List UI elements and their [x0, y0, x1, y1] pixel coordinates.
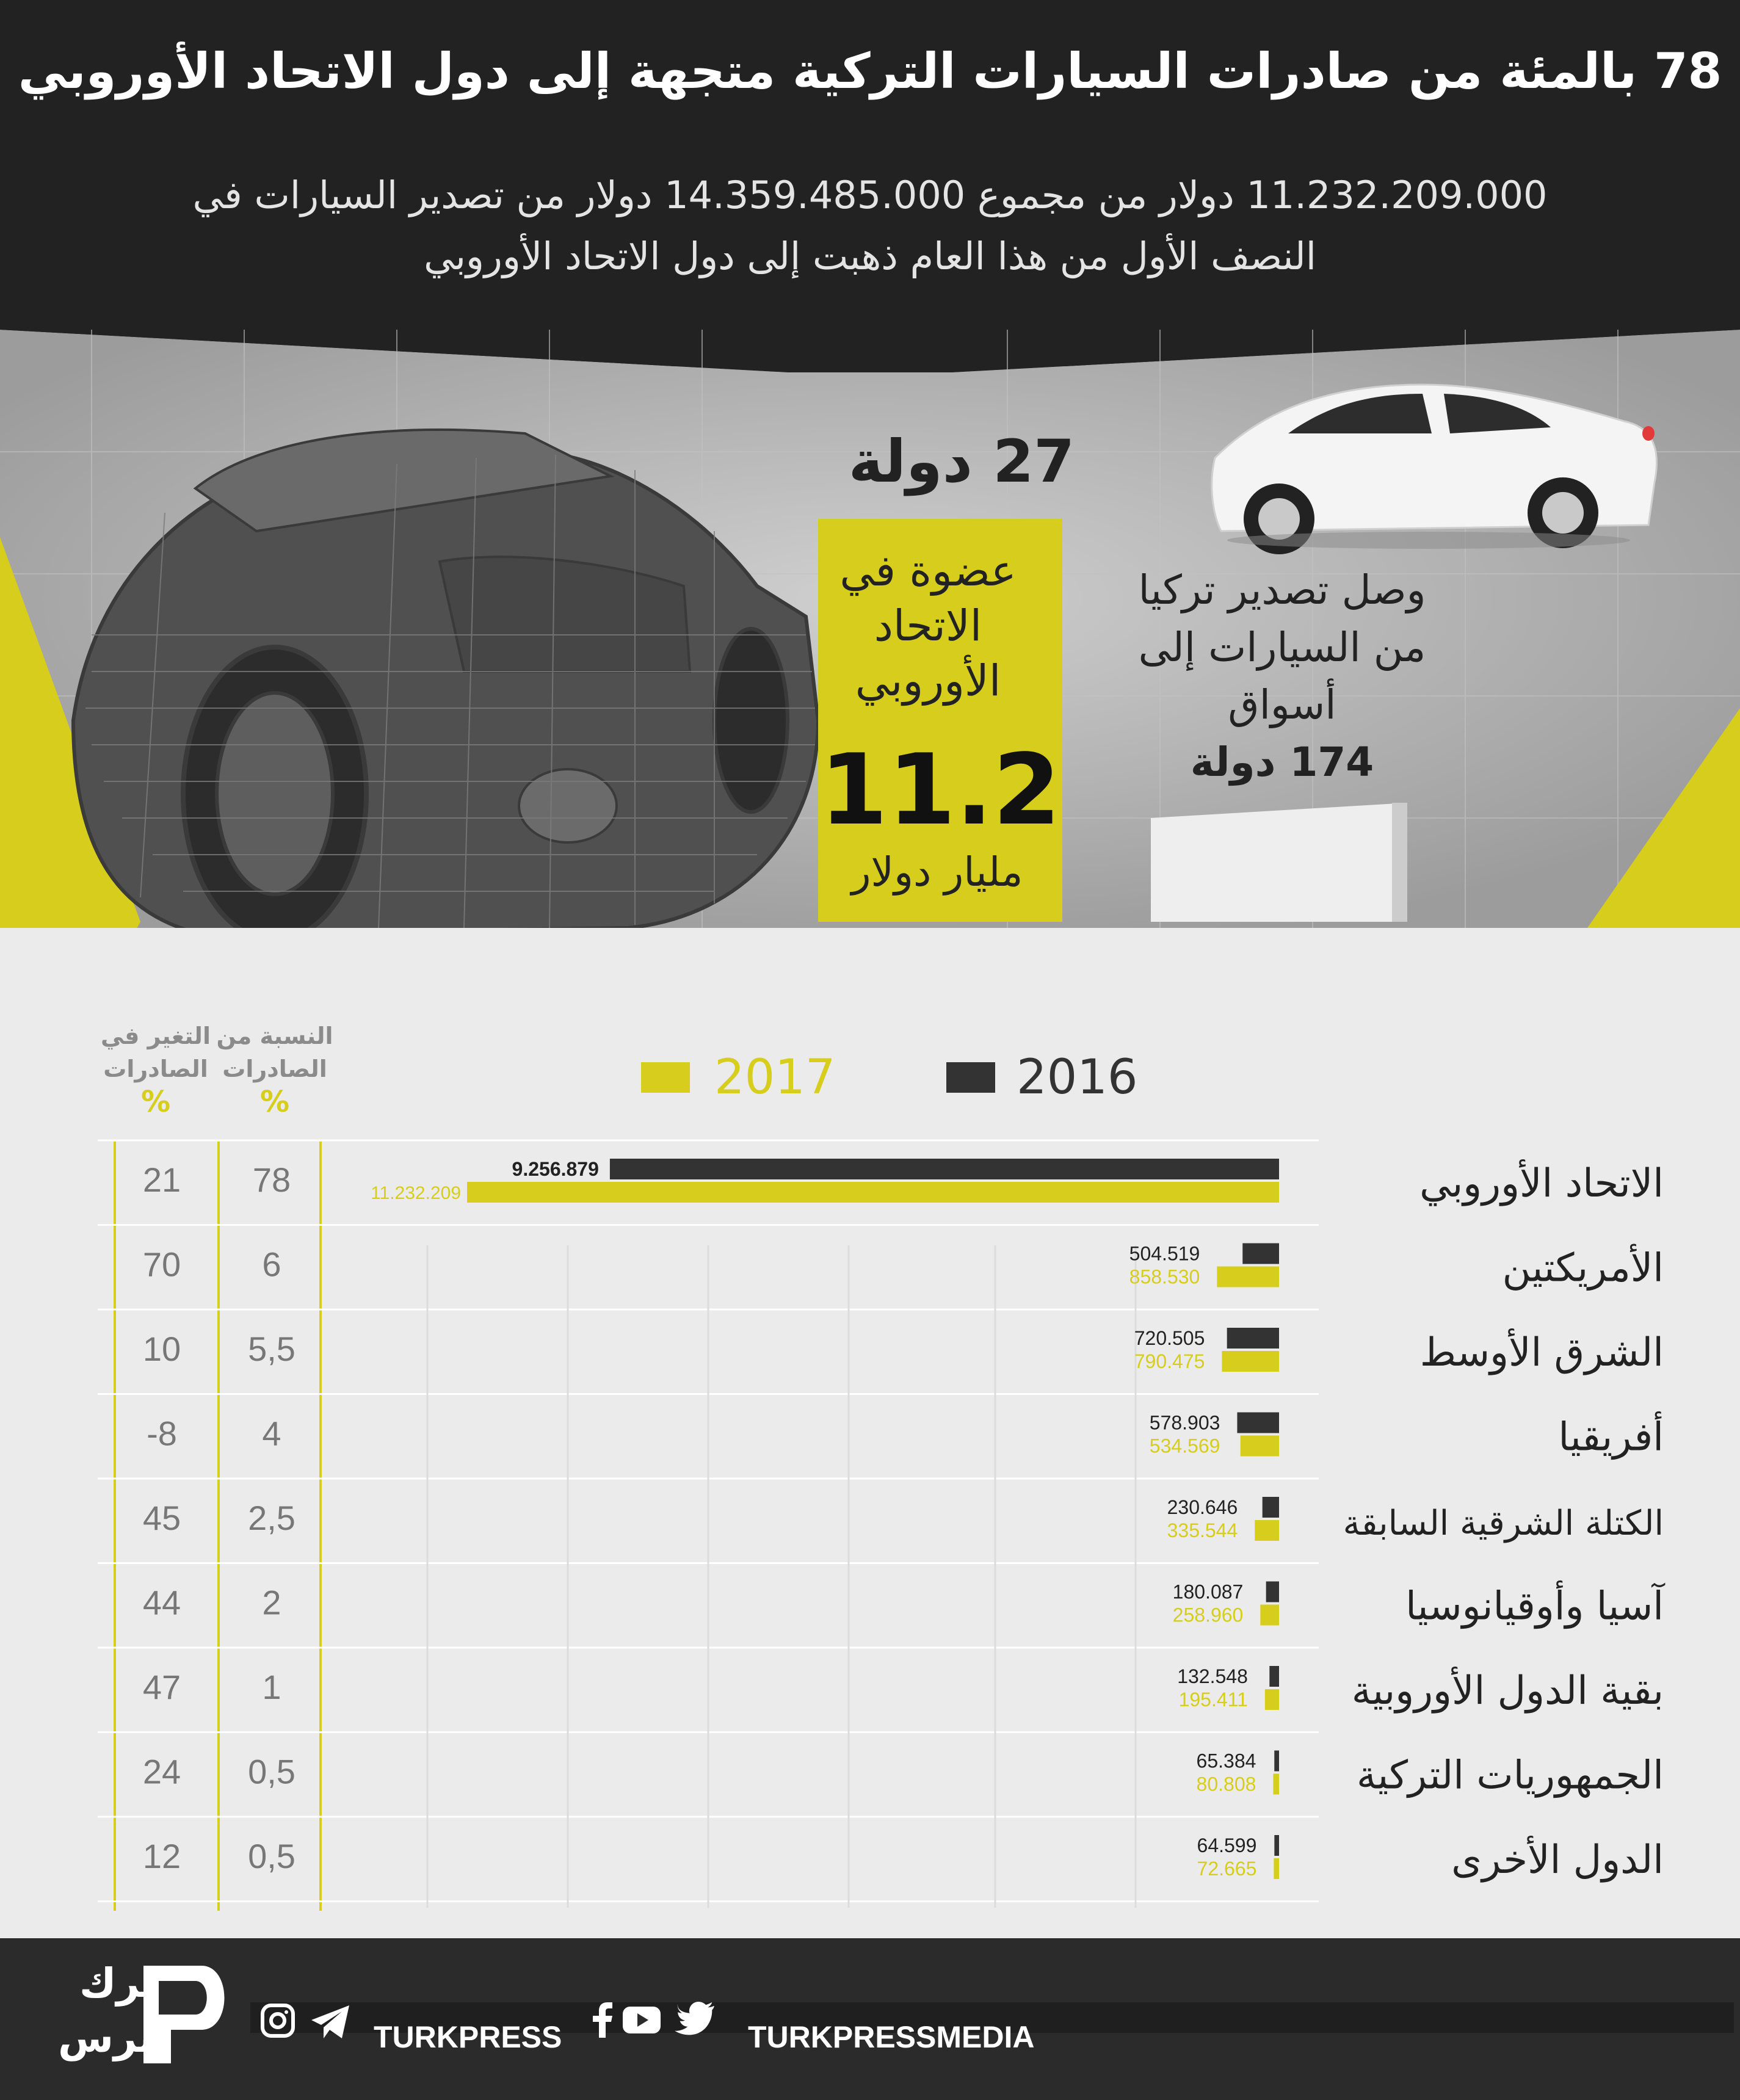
value-label-2017: 335.544: [1167, 1519, 1238, 1541]
page-subtitle: 11.232.209.000 دولار من مجموع 14.359.485.000 دولار من تصدير السيارات في النصف الأول من هذا العام ذهبت إلى دول الاتحاد الأوروبي: [192, 173, 1548, 278]
bar-2016: [1274, 1835, 1279, 1856]
share-pct-cell: 4: [262, 1414, 281, 1453]
value-label-2016: 64.599: [1197, 1834, 1257, 1856]
category-label: الاتحاد الأوروبي: [1419, 1161, 1664, 1206]
value-label-2016: 230.646: [1167, 1496, 1238, 1518]
category-label: الكتلة الشرقية السابقة: [1343, 1504, 1664, 1543]
eu-membership-label: عضوة في الاتحاد الأوروبي: [839, 546, 1017, 706]
value-label-2017: 72.665: [1197, 1858, 1257, 1880]
category-label: الأمريكتين: [1502, 1245, 1664, 1291]
change-pct-cell: 12: [142, 1837, 181, 1875]
reach-count: 174 دولة: [1190, 739, 1374, 786]
legend-label-2016: 2016: [1017, 1050, 1138, 1105]
bar-2016: [1242, 1244, 1279, 1264]
share-pct-cell: 6: [262, 1245, 281, 1284]
bar-2017: [1260, 1605, 1279, 1626]
bar-2016: [610, 1159, 1279, 1179]
share-header-text: النسبة من الصادرات: [216, 1023, 333, 1082]
change-pct-cell: -8: [147, 1414, 177, 1453]
change-pct-cell: 44: [142, 1583, 181, 1622]
value-label-2017: 534.569: [1149, 1435, 1220, 1457]
category-label: الدول الأخرى: [1451, 1838, 1664, 1883]
logo-text-top: ترك: [79, 1960, 157, 2007]
eu-export-value: 11.2: [819, 733, 1061, 847]
value-label-2017: 858.530: [1129, 1265, 1200, 1288]
change-pct-cell: 24: [142, 1752, 181, 1791]
logo-text-bottom: برس: [58, 2015, 154, 2062]
youtube-icon: [623, 2007, 661, 2033]
change-pct-cell: 45: [142, 1499, 181, 1537]
page-title: 78 بالمئة من صادرات السيارات التركية متجهة إلى دول الاتحاد الأوروبي: [18, 43, 1722, 100]
share-pct-cell: 1: [262, 1668, 281, 1706]
bar-2016: [1269, 1666, 1279, 1687]
bar-2017: [467, 1182, 1279, 1203]
bar-2017: [1222, 1351, 1279, 1372]
share-pct-cell: 0,5: [248, 1752, 295, 1791]
value-label-2016: 65.384: [1196, 1750, 1256, 1772]
value-label-2016: 720.505: [1134, 1327, 1205, 1349]
category-label: آسيا وأوقيانوسيا: [1405, 1584, 1664, 1629]
bar-2017: [1241, 1436, 1279, 1457]
bar-2016: [1227, 1328, 1279, 1349]
share-pct-cell: 0,5: [248, 1837, 295, 1875]
value-label-2016: 180.087: [1172, 1580, 1244, 1603]
bar-2017: [1265, 1689, 1279, 1710]
footer-handle-1[interactable]: TURKPRESS: [374, 2020, 562, 2054]
category-label: بقية الدول الأوروبية: [1351, 1668, 1664, 1714]
bar-2016: [1263, 1497, 1279, 1518]
bar-2016: [1237, 1413, 1279, 1433]
change-pct-cell: 70: [142, 1245, 181, 1284]
share-header-percent: %: [259, 1085, 290, 1119]
bar-2017: [1273, 1774, 1279, 1795]
value-label-2016: 578.903: [1149, 1411, 1220, 1434]
footer-handle-2[interactable]: TURKPRESSMEDIA: [748, 2020, 1035, 2054]
category-label: أفريقيا: [1558, 1414, 1664, 1460]
change-pct-cell: 10: [142, 1330, 181, 1368]
eu-countries-count: 27 دولة: [848, 427, 1075, 496]
share-pct-cell: 5,5: [248, 1330, 295, 1368]
value-label-2017: 790.475: [1134, 1350, 1205, 1372]
share-pct-cell: 2,5: [248, 1499, 295, 1537]
value-label-2017: 80.808: [1196, 1773, 1256, 1795]
value-label-2017: 258.960: [1172, 1604, 1244, 1626]
eu-export-unit: مليار دولار: [851, 849, 1023, 896]
change-header-percent: %: [140, 1085, 171, 1119]
bar-2017: [1255, 1520, 1279, 1541]
value-label-2016: 9.256.879: [512, 1158, 599, 1180]
legend-label-2017: 2017: [714, 1050, 836, 1105]
category-label: الشرق الأوسط: [1419, 1330, 1664, 1375]
value-label-2016: 132.548: [1177, 1665, 1248, 1687]
share-pct-cell: 2: [262, 1583, 281, 1622]
change-pct-cell: 47: [142, 1668, 181, 1706]
change-header-text: التغير في الصادرات: [101, 1023, 211, 1082]
value-label-2017: 11.232.209: [371, 1183, 461, 1203]
bar-2016: [1266, 1582, 1279, 1602]
change-pct-cell: 21: [142, 1160, 181, 1199]
bar-2017: [1217, 1267, 1279, 1287]
value-label-2017: 195.411: [1178, 1689, 1248, 1711]
category-label: الجمهوريات التركية: [1357, 1753, 1664, 1798]
reach-text: وصل تصدير تركيا من السيارات إلى أسواق: [1138, 567, 1426, 728]
bar-2016: [1274, 1751, 1279, 1772]
bar-2017: [1274, 1858, 1279, 1879]
value-label-2016: 504.519: [1129, 1242, 1200, 1265]
share-pct-cell: 78: [252, 1160, 291, 1199]
